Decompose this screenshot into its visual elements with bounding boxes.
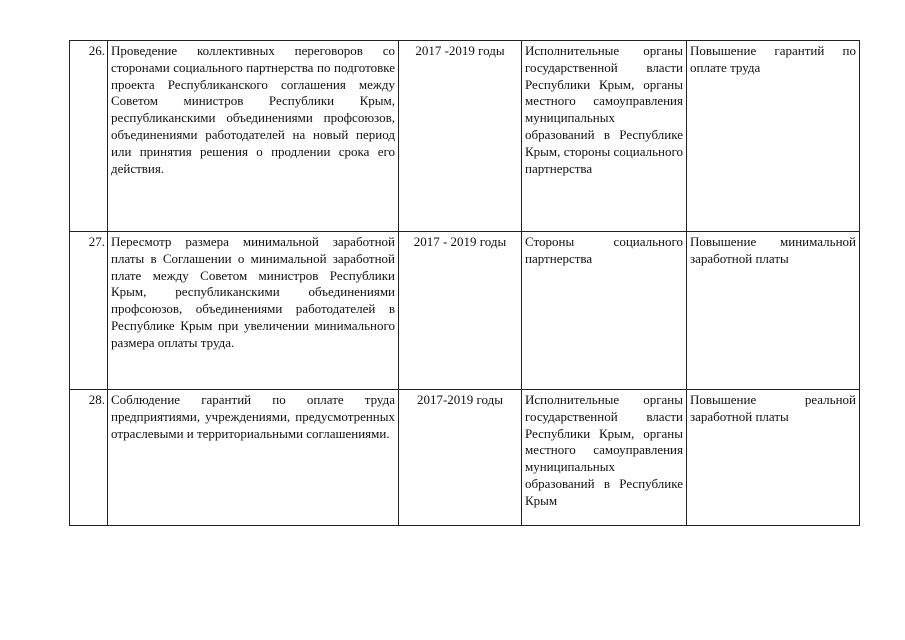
period-cell: 2017-2019 годы [399,390,522,526]
row-number: 28. [70,390,108,526]
expected-result-cell: Повышение минимальной заработной платы [687,232,860,390]
table-row [70,232,860,390]
table-row [70,390,860,526]
measure-description: Соблюдение гарантий по оплате труда предприятиями, учреждениями, предусмотренных отраслевыми и территориальными соглашениями. [108,390,399,526]
executors-cell: Стороны социального партнерства [522,232,687,390]
expected-result-cell: Повышение гарантий по оплате труда [687,41,860,232]
measure-description: Пересмотр размера минимальной заработной платы в Соглашении о минимальной заработной плате между Советом министров Республики Крым, республиканскими объединениями профсоюзов, объединениями работодателей в Республике Крым при увеличении минимального размера оплаты труда. [108,232,399,390]
table-row [70,41,860,232]
expected-result-cell: Повышение реальной заработной платы [687,390,860,526]
measures-table [69,40,860,526]
executors-cell: Исполнительные органы государственной власти Республики Крым, органы местного самоуправления муниципальных образований в Республике Крым, стороны социального партнерства [522,41,687,232]
row-number: 26. [70,41,108,232]
period-cell: 2017 - 2019 годы [399,232,522,390]
measure-description: Проведение коллективных переговоров со сторонами социального партнерства по подготовке проекта Республиканского соглашения между Советом министров Республики Крым, республиканскими объединениями профсоюзов, объединениями работодателей на новый период или принятия решения о продлении срока его действия. [108,41,399,232]
row-number: 27. [70,232,108,390]
period-cell: 2017 -2019 годы [399,41,522,232]
executors-cell: Исполнительные органы государственной власти Республики Крым, органы местного самоуправления муниципальных образований в Республике Крым [522,390,687,526]
